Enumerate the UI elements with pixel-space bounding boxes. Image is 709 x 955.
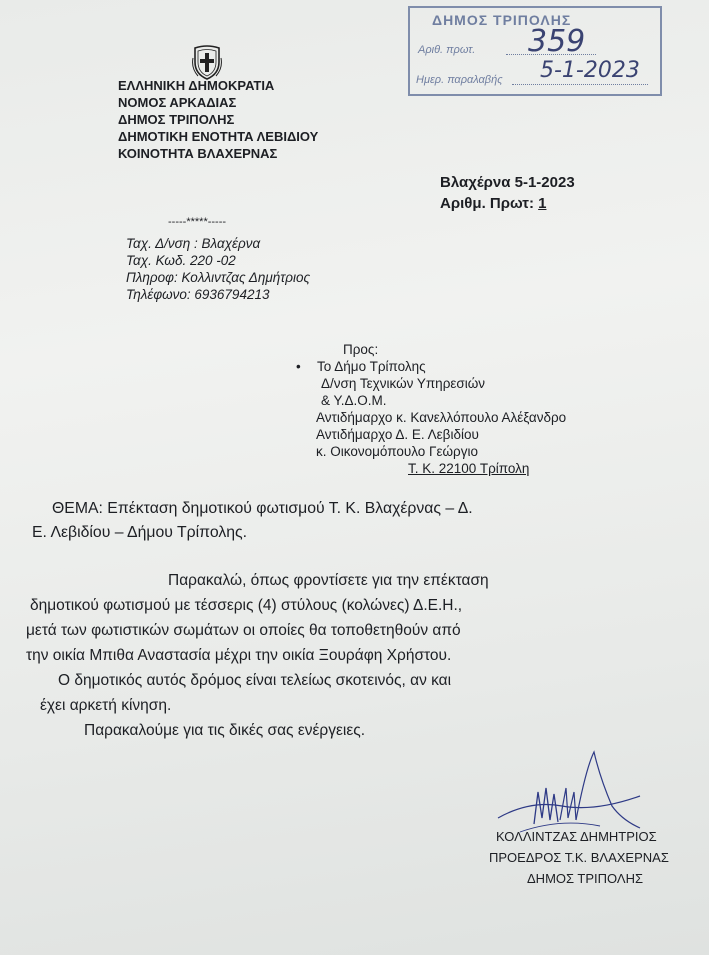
place-date: Βλαχέρνα 5-1-2023	[440, 174, 575, 191]
separator: -----*****-----	[168, 216, 227, 228]
recipient-line: κ. Οικονομόπουλο Γεώργιο	[316, 444, 478, 459]
stamp-protocol-label: Αριθ. πρωτ.	[418, 44, 476, 56]
body-line: δημοτικού φωτισμού με τέσσερις (4) στύλους (κολώνες) Δ.Ε.Η.,	[30, 597, 463, 614]
recipient-line: Αντιδήμαρχο κ. Κανελλόπουλο Αλέξανδρο	[316, 410, 567, 425]
body-line: έχει αρκετή κίνηση.	[40, 697, 172, 714]
recipient-line: Αντιδήμαρχο Δ. Ε. Λεβιδίου	[316, 427, 479, 442]
protocol-label: Αριθμ. Πρωτ:	[440, 195, 534, 212]
stamp-date-label: Ημερ. παραλαβής	[416, 74, 503, 86]
handwritten-signature	[490, 748, 660, 838]
protocol-number: 1	[538, 195, 547, 212]
contact-postal-code: Ταχ. Κωδ. 220 -02	[126, 253, 236, 268]
contact-phone: Τηλέφωνο: 6936794213	[126, 287, 270, 302]
signature-title: ΠΡΟΕΔΡΟΣ Τ.Κ. ΒΛΑΧΕΡΝΑΣ	[489, 850, 669, 865]
contact-info: Πληροφ: Κολλιντζας Δημήτριος	[126, 270, 311, 285]
header-line: ΕΛΛΗΝΙΚΗ ΔΗΜΟΚΡΑΤΙΑ	[118, 78, 275, 93]
recipient-line: & Υ.Δ.Ο.Μ.	[321, 393, 387, 408]
recipients-heading: Προς:	[343, 342, 379, 357]
stamp-date-value: 5-1-2023	[540, 58, 640, 83]
signature-org: ΔΗΜΟΣ ΤΡΙΠΟΛΗΣ	[527, 871, 644, 886]
body-line: Παρακαλούμε για τις δικές σας ενέργειες.	[84, 722, 366, 739]
recipient-line: Τ. Κ. 22100 Τρίπολη	[408, 461, 530, 476]
recipient-line: Το Δήμο Τρίπολης	[317, 359, 426, 374]
body-line: Ο δημοτικός αυτός δρόμος είναι τελείως σκοτεινός, αν και	[58, 672, 452, 689]
stamp-title: ΔΗΜΟΣ ΤΡΙΠΟΛΗΣ	[432, 12, 572, 28]
body-line: Παρακαλώ, όπως φροντίσετε για την επέκταση	[168, 572, 489, 589]
header-line: ΔΗΜΟΤΙΚΗ ΕΝΟΤΗΤΑ ΛΕΒΙΔΙΟΥ	[118, 129, 319, 144]
stamp-dotted-line	[512, 84, 648, 85]
coat-of-arms-icon	[192, 44, 222, 80]
header-line: ΔΗΜΟΣ ΤΡΙΠΟΛΗΣ	[118, 112, 235, 127]
body-line: μετά των φωτιστικών σωμάτων οι οποίες θα τοποθετηθούν από	[26, 622, 461, 639]
contact-address: Ταχ. Δ/νση : Βλαχέρνα	[126, 236, 261, 251]
subject-line: ΘΕΜΑ: Επέκταση δημοτικού φωτισμού Τ. Κ. Βλαχέρνας – Δ.	[52, 500, 473, 517]
stamp-protocol-number: 359	[528, 24, 586, 59]
recipients-bullet: •	[296, 359, 301, 374]
signature-name: ΚΟΛΛΙΝΤΖΑΣ ΔΗΜΗΤΡΙΟΣ	[496, 829, 657, 844]
recipient-line: Δ/νση Τεχνικών Υπηρεσιών	[321, 376, 486, 391]
header-line: ΚΟΙΝΟΤΗΤΑ ΒΛΑΧΕΡΝΑΣ	[118, 146, 278, 161]
body-line: την οικία Μπιθα Αναστασία μέχρι την οικία Ξουράφη Χρήστου.	[26, 647, 452, 664]
received-stamp	[408, 6, 662, 96]
subject-line: Ε. Λεβιδίου – Δήμου Τρίπολης.	[32, 524, 248, 541]
protocol-info	[440, 195, 546, 212]
header-line: ΝΟΜΟΣ ΑΡΚΑΔΙΑΣ	[118, 95, 237, 110]
